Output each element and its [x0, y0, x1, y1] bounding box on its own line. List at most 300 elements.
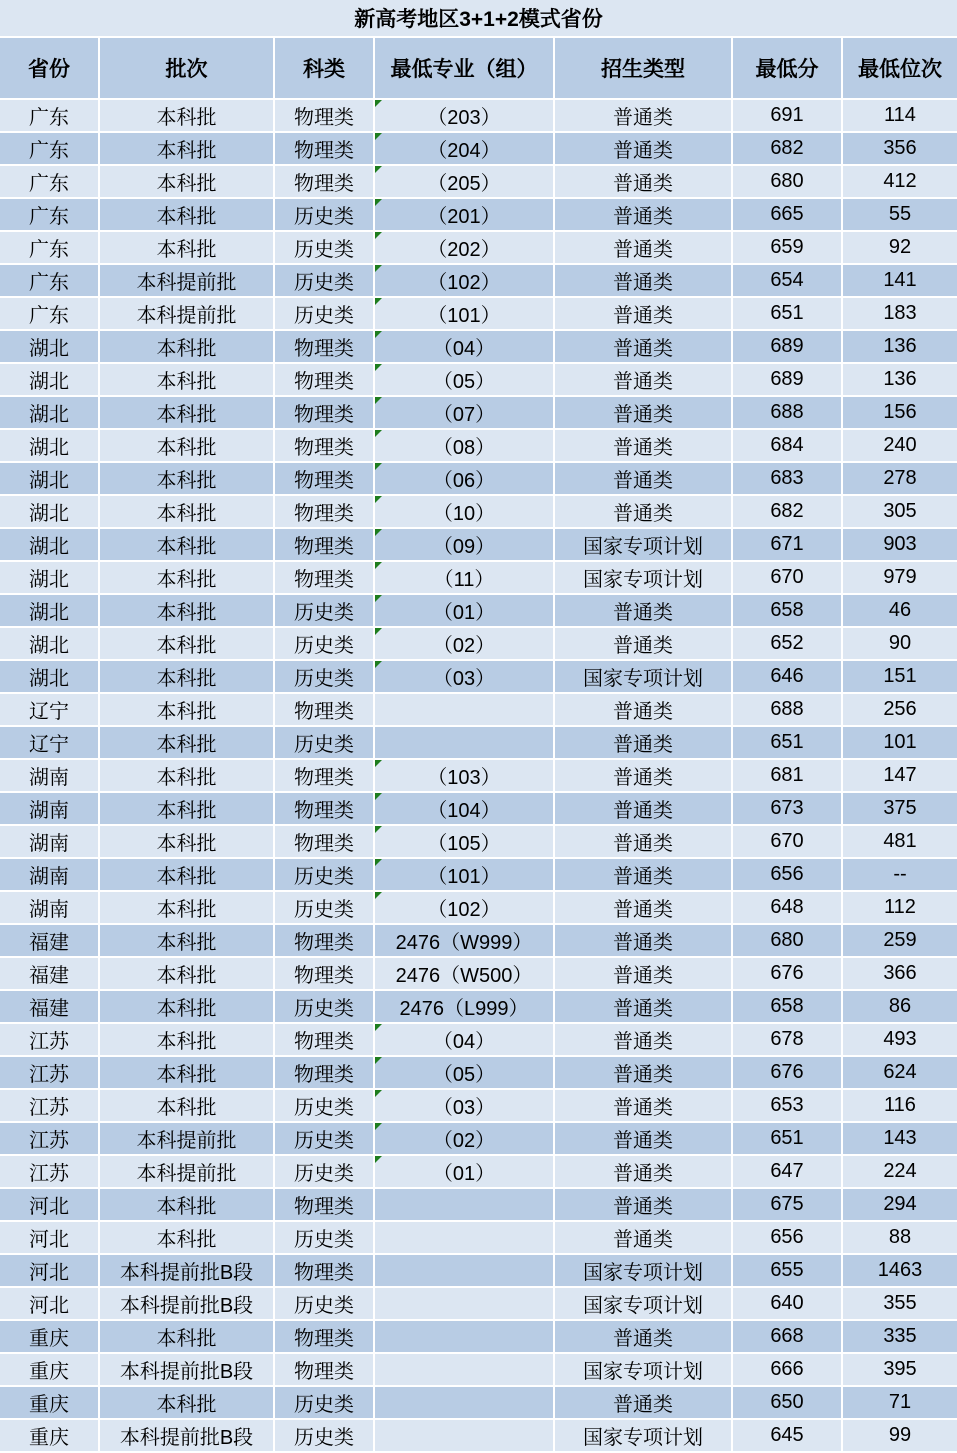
cell-min-score: 675	[733, 1189, 843, 1222]
cell-province: 广东	[0, 199, 100, 232]
cell-batch: 本科批	[100, 925, 275, 958]
cell-min-score: 670	[733, 826, 843, 859]
table-row	[0, 1321, 957, 1354]
cell-major-group-text: （105）	[427, 833, 501, 855]
cell-admission-type: 普通类	[555, 958, 733, 991]
table-body	[0, 100, 957, 1453]
cell-province: 湖北	[0, 397, 100, 430]
cell-major-group	[375, 1024, 555, 1057]
table-row	[0, 232, 957, 265]
cell-subject: 历史类	[275, 1123, 375, 1156]
cell-subject: 物理类	[275, 496, 375, 529]
cell-min-rank: 143	[843, 1123, 957, 1156]
cell-min-score: 656	[733, 859, 843, 892]
cell-min-rank: 278	[843, 463, 957, 496]
cell-subject: 物理类	[275, 1024, 375, 1057]
cell-province: 重庆	[0, 1420, 100, 1453]
cell-admission-type: 国家专项计划	[555, 1288, 733, 1321]
table-row	[0, 727, 957, 760]
cell-batch: 本科批	[100, 694, 275, 727]
cell-min-score: 673	[733, 793, 843, 826]
cell-subject: 物理类	[275, 760, 375, 793]
cell-province: 江苏	[0, 1024, 100, 1057]
cell-major-group	[375, 1156, 555, 1189]
table-row	[0, 1387, 957, 1420]
cell-batch: 本科批	[100, 100, 275, 133]
cell-error-flag-icon	[375, 496, 382, 503]
cell-admission-type: 普通类	[555, 232, 733, 265]
cell-min-rank: 88	[843, 1222, 957, 1255]
cell-province: 辽宁	[0, 694, 100, 727]
cell-admission-type: 普通类	[555, 100, 733, 133]
cell-major-group-text: （05）	[432, 1064, 496, 1086]
cell-admission-type: 普通类	[555, 892, 733, 925]
cell-admission-type: 普通类	[555, 133, 733, 166]
cell-batch: 本科批	[100, 133, 275, 166]
cell-min-rank: 355	[843, 1288, 957, 1321]
cell-batch: 本科批	[100, 760, 275, 793]
cell-province: 湖南	[0, 892, 100, 925]
cell-min-score: 655	[733, 1255, 843, 1288]
cell-major-group	[375, 892, 555, 925]
cell-batch: 本科批	[100, 1321, 275, 1354]
cell-subject: 物理类	[275, 1321, 375, 1354]
cell-major-group-text: （101）	[427, 866, 501, 888]
cell-batch: 本科批	[100, 430, 275, 463]
cell-min-score: 680	[733, 925, 843, 958]
cell-batch: 本科批	[100, 1189, 275, 1222]
cell-error-flag-icon	[375, 661, 382, 668]
cell-admission-type: 普通类	[555, 496, 733, 529]
cell-batch: 本科批	[100, 628, 275, 661]
cell-major-group-text: （101）	[427, 305, 501, 327]
cell-major-group	[375, 298, 555, 331]
cell-batch: 本科提前批B段	[100, 1255, 275, 1288]
table-row	[0, 991, 957, 1024]
cell-major-group-text: （05）	[432, 371, 496, 393]
table-row	[0, 100, 957, 133]
cell-subject: 物理类	[275, 925, 375, 958]
cell-error-flag-icon	[375, 793, 382, 800]
table-row	[0, 628, 957, 661]
cell-major-group	[375, 529, 555, 562]
cell-subject: 物理类	[275, 364, 375, 397]
cell-major-group-text: （11）	[433, 569, 495, 591]
cell-major-group	[375, 463, 555, 496]
cell-min-rank: 294	[843, 1189, 957, 1222]
cell-subject: 历史类	[275, 1222, 375, 1255]
cell-error-flag-icon	[375, 760, 382, 767]
cell-major-group	[375, 694, 555, 727]
cell-province: 广东	[0, 265, 100, 298]
cell-min-rank: 979	[843, 562, 957, 595]
cell-admission-type: 普通类	[555, 826, 733, 859]
cell-province: 湖南	[0, 760, 100, 793]
cell-batch: 本科提前批B段	[100, 1288, 275, 1321]
cell-error-flag-icon	[375, 298, 382, 305]
cell-error-flag-icon	[375, 628, 382, 635]
cell-batch: 本科批	[100, 1387, 275, 1420]
cell-major-group	[375, 925, 555, 958]
cell-major-group	[375, 628, 555, 661]
cell-province: 湖北	[0, 430, 100, 463]
cell-min-score: 666	[733, 1354, 843, 1387]
cell-min-score: 651	[733, 1123, 843, 1156]
table-row	[0, 397, 957, 430]
cell-batch: 本科批	[100, 1090, 275, 1123]
cell-min-rank: 335	[843, 1321, 957, 1354]
cell-batch: 本科批	[100, 463, 275, 496]
col-header-admission-type: 招生类型	[555, 38, 733, 100]
cell-province: 湖北	[0, 628, 100, 661]
cell-major-group	[375, 1420, 555, 1453]
cell-admission-type: 普通类	[555, 694, 733, 727]
cell-major-group	[375, 793, 555, 826]
cell-error-flag-icon	[375, 265, 382, 272]
cell-min-rank: 46	[843, 595, 957, 628]
cell-admission-type: 普通类	[555, 1387, 733, 1420]
cell-admission-type: 普通类	[555, 595, 733, 628]
table-row	[0, 562, 957, 595]
cell-batch: 本科提前批	[100, 298, 275, 331]
cell-province: 湖北	[0, 496, 100, 529]
cell-major-group-text: 2476（L999）	[399, 998, 529, 1020]
cell-min-score: 648	[733, 892, 843, 925]
cell-subject: 物理类	[275, 133, 375, 166]
cell-admission-type: 普通类	[555, 1189, 733, 1222]
cell-min-rank: 136	[843, 331, 957, 364]
cell-error-flag-icon	[375, 1024, 382, 1031]
table-row	[0, 463, 957, 496]
table-row	[0, 298, 957, 331]
cell-major-group	[375, 100, 555, 133]
cell-subject: 历史类	[275, 1420, 375, 1453]
cell-min-score: 688	[733, 694, 843, 727]
cell-subject: 历史类	[275, 265, 375, 298]
cell-major-group-text: （201）	[427, 206, 501, 228]
cell-min-score: 650	[733, 1387, 843, 1420]
cell-error-flag-icon	[375, 1090, 382, 1097]
cell-min-rank: 366	[843, 958, 957, 991]
col-header-major-group: 最低专业（组）	[375, 38, 555, 100]
cell-major-group	[375, 661, 555, 694]
table-row	[0, 1420, 957, 1453]
cell-major-group-text: （06）	[432, 470, 496, 492]
cell-major-group-text: （104）	[427, 800, 501, 822]
cell-major-group-text: （102）	[427, 899, 501, 921]
cell-min-rank: 183	[843, 298, 957, 331]
cell-province: 广东	[0, 100, 100, 133]
table-row	[0, 760, 957, 793]
cell-error-flag-icon	[375, 529, 382, 536]
cell-major-group-text: （103）	[427, 767, 501, 789]
cell-major-group	[375, 1354, 555, 1387]
cell-batch: 本科批	[100, 661, 275, 694]
cell-major-group	[375, 727, 555, 760]
cell-batch: 本科批	[100, 991, 275, 1024]
cell-admission-type: 普通类	[555, 760, 733, 793]
cell-admission-type: 国家专项计划	[555, 661, 733, 694]
cell-subject: 历史类	[275, 628, 375, 661]
cell-admission-type: 普通类	[555, 628, 733, 661]
cell-error-flag-icon	[375, 562, 382, 569]
cell-province: 辽宁	[0, 727, 100, 760]
cell-subject: 物理类	[275, 562, 375, 595]
col-header-province: 省份	[0, 38, 100, 100]
cell-admission-type: 国家专项计划	[555, 1255, 733, 1288]
cell-error-flag-icon	[375, 331, 382, 338]
table-row	[0, 529, 957, 562]
cell-batch: 本科批	[100, 232, 275, 265]
cell-min-score: 651	[733, 727, 843, 760]
cell-province: 河北	[0, 1255, 100, 1288]
cell-admission-type: 普通类	[555, 430, 733, 463]
cell-subject: 历史类	[275, 298, 375, 331]
table-row	[0, 1024, 957, 1057]
cell-min-score: 682	[733, 496, 843, 529]
cell-major-group	[375, 1288, 555, 1321]
cell-major-group	[375, 496, 555, 529]
cell-admission-type: 普通类	[555, 1156, 733, 1189]
cell-min-rank: 55	[843, 199, 957, 232]
cell-subject: 物理类	[275, 331, 375, 364]
cell-major-group-text: （203）	[427, 107, 501, 129]
cell-error-flag-icon	[375, 1156, 382, 1163]
cell-min-rank: 481	[843, 826, 957, 859]
cell-admission-type: 普通类	[555, 1024, 733, 1057]
cell-min-score: 691	[733, 100, 843, 133]
cell-subject: 物理类	[275, 1354, 375, 1387]
cell-min-score: 684	[733, 430, 843, 463]
cell-major-group-text: 2476（W999）	[395, 932, 533, 954]
table-row	[0, 1057, 957, 1090]
cell-admission-type: 普通类	[555, 199, 733, 232]
cell-province: 重庆	[0, 1321, 100, 1354]
cell-admission-type: 国家专项计划	[555, 1420, 733, 1453]
cell-batch: 本科批	[100, 1057, 275, 1090]
cell-batch: 本科批	[100, 793, 275, 826]
cell-admission-type: 普通类	[555, 1321, 733, 1354]
col-header-min-rank: 最低位次	[843, 38, 957, 100]
cell-min-rank: 256	[843, 694, 957, 727]
table-row	[0, 1189, 957, 1222]
cell-subject: 物理类	[275, 826, 375, 859]
cell-admission-type: 普通类	[555, 463, 733, 496]
cell-batch: 本科批	[100, 166, 275, 199]
cell-province: 广东	[0, 298, 100, 331]
cell-min-rank: 356	[843, 133, 957, 166]
cell-min-rank: 101	[843, 727, 957, 760]
cell-error-flag-icon	[375, 397, 382, 404]
cell-major-group-text: （01）	[432, 1163, 496, 1185]
cell-min-score: 689	[733, 364, 843, 397]
cell-batch: 本科批	[100, 331, 275, 364]
table-row	[0, 1288, 957, 1321]
cell-subject: 物理类	[275, 166, 375, 199]
cell-error-flag-icon	[375, 430, 382, 437]
table-row	[0, 133, 957, 166]
table-row	[0, 430, 957, 463]
cell-major-group	[375, 826, 555, 859]
cell-subject: 物理类	[275, 397, 375, 430]
cell-min-score: 681	[733, 760, 843, 793]
cell-min-rank: 99	[843, 1420, 957, 1453]
cell-subject: 历史类	[275, 199, 375, 232]
cell-major-group	[375, 958, 555, 991]
cell-min-score: 658	[733, 991, 843, 1024]
cell-batch: 本科批	[100, 859, 275, 892]
cell-error-flag-icon	[375, 232, 382, 239]
cell-min-score: 671	[733, 529, 843, 562]
cell-major-group	[375, 562, 555, 595]
table-row	[0, 364, 957, 397]
cell-province: 湖南	[0, 826, 100, 859]
cell-major-group	[375, 166, 555, 199]
page-title: 新高考地区3+1+2模式省份	[0, 0, 957, 36]
table-row	[0, 1123, 957, 1156]
cell-subject: 历史类	[275, 1288, 375, 1321]
cell-province: 湖北	[0, 463, 100, 496]
cell-batch: 本科批	[100, 1222, 275, 1255]
cell-min-score: 654	[733, 265, 843, 298]
cell-province: 福建	[0, 991, 100, 1024]
cell-major-group	[375, 364, 555, 397]
cell-province: 福建	[0, 925, 100, 958]
table-row	[0, 595, 957, 628]
cell-min-score: 676	[733, 958, 843, 991]
cell-province: 广东	[0, 166, 100, 199]
cell-major-group-text: （07）	[432, 404, 496, 426]
cell-major-group	[375, 397, 555, 430]
cell-major-group	[375, 1255, 555, 1288]
cell-province: 重庆	[0, 1354, 100, 1387]
cell-major-group	[375, 595, 555, 628]
cell-min-score: 646	[733, 661, 843, 694]
cell-province: 江苏	[0, 1090, 100, 1123]
cell-error-flag-icon	[375, 859, 382, 866]
cell-min-score: 652	[733, 628, 843, 661]
cell-min-rank: 259	[843, 925, 957, 958]
cell-major-group	[375, 859, 555, 892]
cell-major-group	[375, 991, 555, 1024]
cell-subject: 历史类	[275, 991, 375, 1024]
cell-min-rank: 1463	[843, 1255, 957, 1288]
cell-min-score: 651	[733, 298, 843, 331]
cell-batch: 本科批	[100, 199, 275, 232]
cell-min-score: 670	[733, 562, 843, 595]
cell-batch: 本科批	[100, 595, 275, 628]
cell-min-rank: 112	[843, 892, 957, 925]
table-row	[0, 331, 957, 364]
cell-major-group	[375, 331, 555, 364]
cell-subject: 物理类	[275, 1189, 375, 1222]
cell-subject: 物理类	[275, 958, 375, 991]
cell-min-rank: 147	[843, 760, 957, 793]
cell-province: 重庆	[0, 1387, 100, 1420]
table-row	[0, 1354, 957, 1387]
cell-subject: 历史类	[275, 595, 375, 628]
cell-min-rank: 375	[843, 793, 957, 826]
cell-admission-type: 国家专项计划	[555, 1354, 733, 1387]
cell-min-score: 658	[733, 595, 843, 628]
cell-batch: 本科批	[100, 892, 275, 925]
cell-batch: 本科批	[100, 1024, 275, 1057]
cell-province: 湖北	[0, 562, 100, 595]
cell-min-score: 659	[733, 232, 843, 265]
cell-min-score: 678	[733, 1024, 843, 1057]
cell-major-group-text: （09）	[432, 536, 496, 558]
col-header-batch: 批次	[100, 38, 275, 100]
cell-min-score: 656	[733, 1222, 843, 1255]
cell-batch: 本科批	[100, 529, 275, 562]
table-row	[0, 265, 957, 298]
cell-min-score: 665	[733, 199, 843, 232]
cell-major-group-text: （10）	[432, 503, 496, 525]
admission-scores-table	[0, 38, 957, 1453]
cell-admission-type: 普通类	[555, 1123, 733, 1156]
cell-major-group-text: （03）	[432, 668, 496, 690]
cell-subject: 物理类	[275, 430, 375, 463]
cell-error-flag-icon	[375, 166, 382, 173]
cell-min-score: 682	[733, 133, 843, 166]
cell-province: 广东	[0, 133, 100, 166]
cell-min-score: 640	[733, 1288, 843, 1321]
cell-min-rank: 224	[843, 1156, 957, 1189]
table-row	[0, 1090, 957, 1123]
cell-major-group-text: （02）	[432, 1130, 496, 1152]
cell-major-group	[375, 265, 555, 298]
header-row	[0, 38, 957, 100]
cell-subject: 历史类	[275, 1156, 375, 1189]
cell-major-group-text: （204）	[427, 140, 501, 162]
table-row	[0, 793, 957, 826]
cell-province: 江苏	[0, 1057, 100, 1090]
cell-error-flag-icon	[375, 595, 382, 602]
cell-error-flag-icon	[375, 100, 382, 107]
cell-major-group-text: （03）	[432, 1097, 496, 1119]
cell-min-score: 689	[733, 331, 843, 364]
cell-admission-type: 普通类	[555, 1057, 733, 1090]
cell-min-rank: 86	[843, 991, 957, 1024]
cell-batch: 本科提前批	[100, 1156, 275, 1189]
cell-min-rank: 92	[843, 232, 957, 265]
cell-major-group-text: （01）	[432, 602, 496, 624]
cell-province: 湖北	[0, 331, 100, 364]
cell-major-group	[375, 1222, 555, 1255]
cell-batch: 本科批	[100, 826, 275, 859]
cell-min-rank: 305	[843, 496, 957, 529]
cell-min-rank: 116	[843, 1090, 957, 1123]
cell-admission-type: 普通类	[555, 331, 733, 364]
col-header-subject: 科类	[275, 38, 375, 100]
table-row	[0, 925, 957, 958]
cell-batch: 本科批	[100, 397, 275, 430]
cell-province: 湖南	[0, 793, 100, 826]
table-row	[0, 661, 957, 694]
cell-min-rank: 412	[843, 166, 957, 199]
cell-subject: 历史类	[275, 1387, 375, 1420]
cell-min-score: 668	[733, 1321, 843, 1354]
cell-error-flag-icon	[375, 364, 382, 371]
cell-error-flag-icon	[375, 463, 382, 470]
cell-major-group-text: （205）	[427, 173, 501, 195]
cell-subject: 物理类	[275, 100, 375, 133]
cell-major-group-text: （102）	[427, 272, 501, 294]
cell-major-group	[375, 1123, 555, 1156]
cell-admission-type: 普通类	[555, 1222, 733, 1255]
table-header	[0, 38, 957, 100]
cell-min-rank: 903	[843, 529, 957, 562]
